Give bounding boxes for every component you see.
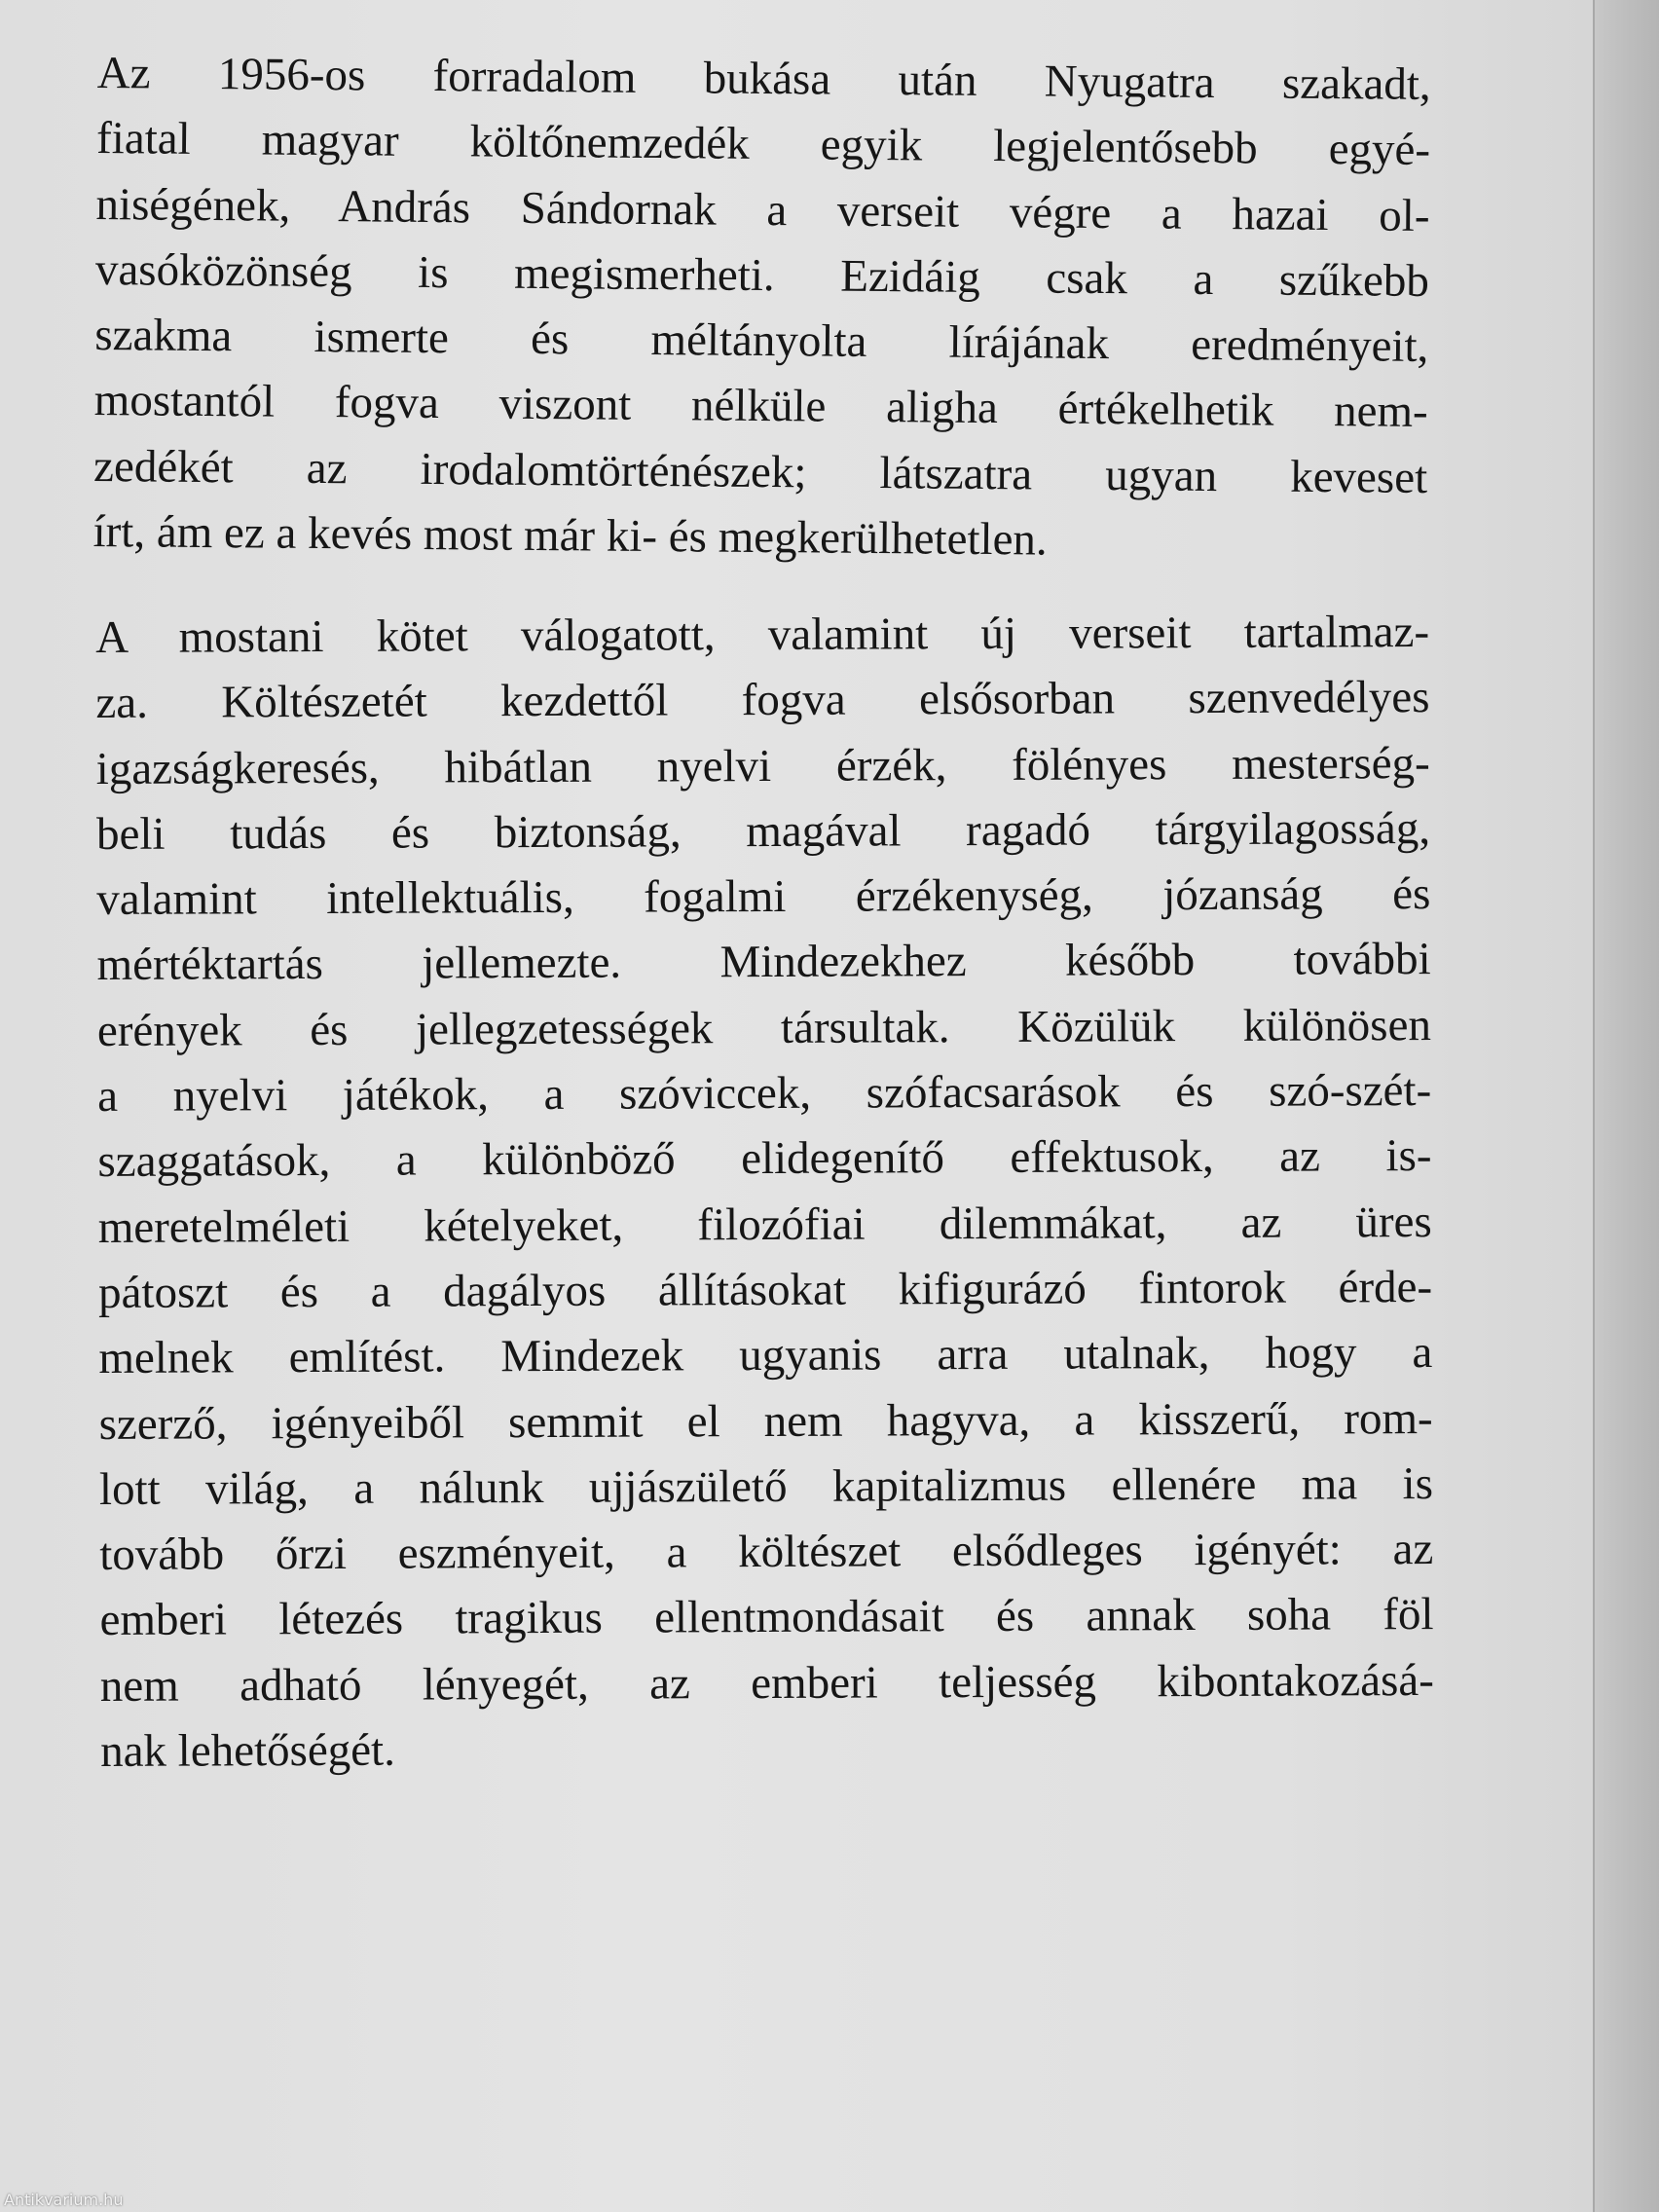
paragraph-1 (92, 41, 1431, 576)
text-line: lott világ, a nálunk ujjászülető kapitalizmus ellenére ma is (98, 1457, 1434, 1515)
text-line: szakma ismerte és méltányolta lírájának eredményeit, (94, 310, 1429, 373)
text-line: nem adható lényegét, az emberi teljesség kibontakozásá- (99, 1654, 1434, 1712)
text-line: pátoszt és a dagályos állításokat kifigurázó fintorok érde- (97, 1261, 1433, 1318)
text-line: mostantól fogva viszont nélküle aligha értékelhetik nem- (93, 375, 1428, 438)
text-line: a nyelvi játékok, a szóviccek, szófacsarások és szó-szét- (97, 1065, 1432, 1123)
text-line: nak lehetőségét. (100, 1724, 396, 1778)
watermark: Antikvarium.hu (4, 2191, 124, 2209)
text-line: A mostani kötet válogatott, valamint új verseit tartalmaz- (95, 607, 1430, 663)
book-binding-edge (1593, 0, 1659, 2212)
text-line: niségének, András Sándornak a verseit végre a hazai ol- (95, 178, 1430, 241)
paragraph-2 (95, 600, 1434, 1785)
text-line: Az 1956-os forradalom bukása után Nyugatra szakadt, (96, 47, 1431, 110)
text-line: szaggatások, a különböző elidegenítő effektusok, az is- (97, 1130, 1432, 1188)
text-line: tovább őrzi eszményeit, a költészet elsődleges igényét: az (99, 1524, 1434, 1581)
text-line: zedékét az irodalomtörténészek; látszatra ugyan keveset (92, 440, 1428, 503)
text-line: emberi létezés tragikus ellentmondásait és annak soha föl (99, 1589, 1434, 1646)
text-line: vasóközönség is megismerheti. Ezidáig csak a szűkebb (94, 243, 1430, 307)
text-line: írt, ám ez a kevés most már ki- és megkerülhetetlen. (92, 506, 1048, 566)
text-line: erények és jellegzetességek társultak. Közülük különösen (96, 999, 1432, 1056)
text-line: igazságkeresés, hibátlan nyelvi érzék, fölényes mesterség- (95, 737, 1430, 794)
text-line: valamint intellektuális, fogalmi érzékenység, józanság és (96, 868, 1431, 926)
text-line: beli tudás és biztonság, magával ragadó tárgyilagosság, (95, 802, 1431, 860)
text-line: szerző, igényeiből semmit el nem hagyva, a kisszerű, rom- (98, 1392, 1433, 1450)
text-line: melnek említést. Mindezek ugyanis arra utalnak, hogy a (98, 1327, 1433, 1384)
text-line: mértéktartás jellemezte. Mindezekhez később további (96, 934, 1431, 991)
text-line: za. Költészetét kezdettől fogva elsősorban szenvedélyes (95, 672, 1430, 729)
text-line: fiatal magyar költőnemzedék egyik legjelentősebb egyé- (95, 113, 1431, 176)
text-line: meretelméleti kételyeket, filozófiai dilemmákat, az üres (97, 1196, 1432, 1253)
